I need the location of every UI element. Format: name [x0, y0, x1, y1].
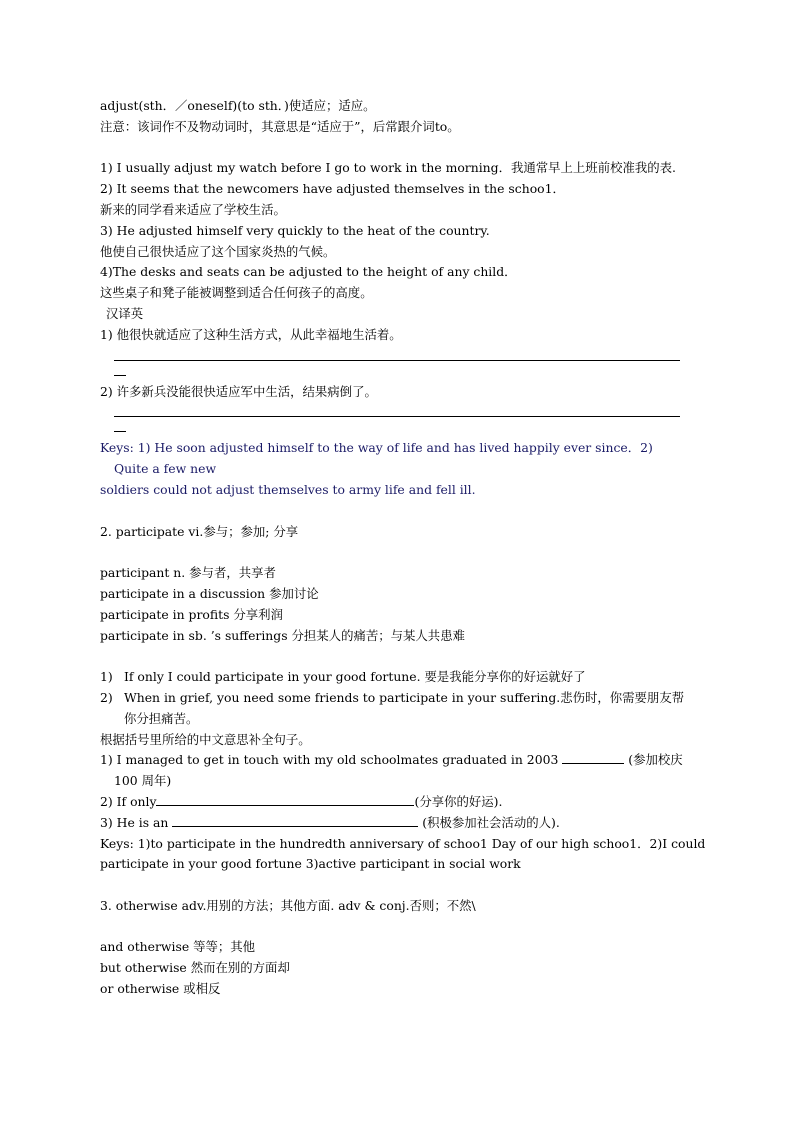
text-line: and otherwise 等等；其他 [100, 939, 256, 955]
answer-line [114, 346, 680, 361]
fill-item [100, 750, 690, 792]
fill-blank [172, 814, 418, 827]
text-line: 2) 许多新兵没能很快适应军中生活，结果病倒了。 [100, 383, 377, 399]
text-line: adjust(sth．／oneself)(to sth．)使适应；适应。 [100, 98, 376, 113]
text-line: or otherwise 或相反 [100, 981, 221, 997]
fill-hint: (参加校庆 100 周年) [114, 752, 683, 789]
section-heading: 3. otherwise adv.用别的方法；其他方面. adv & conj.否则；不然\ [100, 897, 476, 913]
section-label: 汉译英 [106, 305, 144, 321]
text-line: 1) 他很快就适应了这种生活方式，从此幸福地生活着。 [100, 326, 402, 342]
text-line: participate in sb. ’s sufferings 分担某人的痛苦；与某人共患难 [100, 627, 465, 643]
list-text: If only I could participate in your good fortune. 要是我能分享你的好运就好了 [124, 669, 586, 685]
text-line: 1) I usually adjust my watch before I go to work in the morning．我通常早上上班前校准我的表. [100, 160, 676, 176]
fill-text: 2) If only [100, 793, 157, 809]
answer-keys: Keys: 1)to participate in the hundredth anniversary of schoo1 Day of our high schoo1．2)I could [100, 835, 706, 851]
answer-line-tail [114, 417, 126, 432]
text-line: 他使自己很快适应了这个国家炎热的气候。 [100, 243, 336, 259]
text-line: participate in profits 分享利润 [100, 606, 283, 622]
text-line: 4)The desks and seats can be adjusted to the height of any child． [100, 264, 517, 280]
blank-line [100, 646, 690, 667]
fill-blank [156, 793, 414, 806]
fill-hint: (分享你的好运). [414, 793, 503, 809]
answer-line [114, 402, 680, 417]
blank-line [100, 501, 690, 522]
fill-text: 1) I managed to get in touch with my old schoolmates graduated in 2003 [100, 752, 559, 768]
blank-line [100, 875, 690, 896]
text-line: 3) He adjusted himself very quickly to the heat of the country. [100, 222, 490, 238]
fill-item [100, 813, 690, 834]
text-line: 注意：该词作不及物动词时，其意思是“适应于”，后常跟介词to。 [100, 118, 460, 134]
list-item [100, 688, 690, 730]
list-item [100, 667, 690, 688]
answer-keys-cont: participate in your good fortune 3)active participant in social work [100, 856, 521, 872]
text-line: participant n. 参与者，共享者 [100, 565, 276, 581]
blank-line [100, 138, 690, 159]
answer-keys: Keys: 1) He soon adjusted himself to the way of life and has lived happily ever since．2) Quite a few new [100, 440, 653, 477]
document-page [100, 96, 706, 1000]
answer-line-tail [114, 361, 126, 376]
fill-text: 3) He is an [100, 814, 173, 830]
text-line: 2) It seems that the newcomers have adjusted themselves in the schoo1． [100, 181, 565, 197]
blank-line [100, 917, 690, 938]
text-line: but otherwise 然而在别的方面却 [100, 960, 290, 976]
exercise-heading: 根据括号里所给的中文意思补全句子。 [100, 731, 311, 747]
list-number: 2) [100, 689, 113, 705]
text-line: 新来的同学看来适应了学校生活。 [100, 201, 286, 217]
list-text: When in grief, you need some friends to participate in your suffering.悲伤时，你需要朋友帮你分担痛苦。 [124, 689, 685, 726]
fill-hint: (积极参加社会活动的人). [418, 814, 560, 830]
list-number: 1) [100, 669, 113, 685]
section-heading: 2. participate vi.参与；参加; 分享 [100, 523, 299, 539]
blank-line [100, 542, 690, 563]
fill-blank [562, 751, 624, 764]
text-line: participate in a discussion 参加讨论 [100, 585, 319, 601]
answer-keys-cont: soldiers could not adjust themselves to army life and fell ill. [100, 481, 476, 497]
text-line: 这些桌子和凳子能被调整到适合任何孩子的高度。 [100, 285, 373, 301]
fill-item [100, 792, 690, 813]
